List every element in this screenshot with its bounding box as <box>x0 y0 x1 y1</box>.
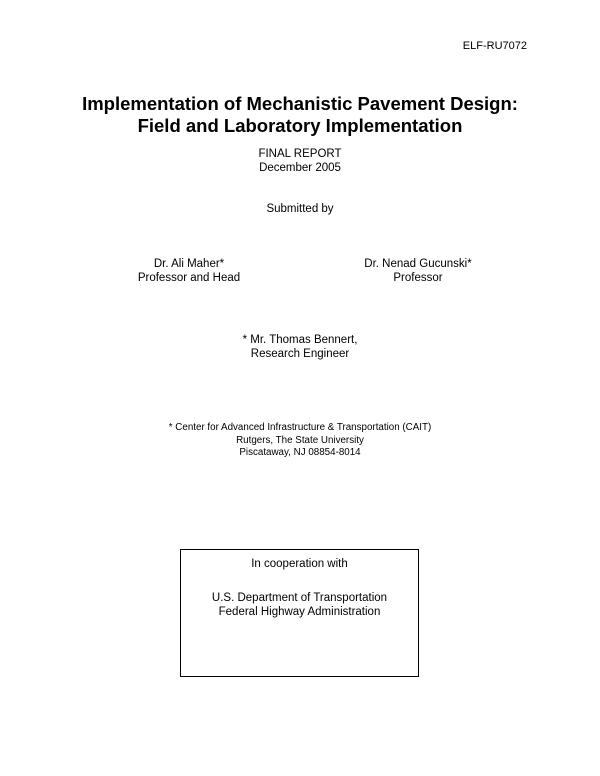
author-name: Dr. Nenad Gucunski* <box>364 258 472 270</box>
report-title <box>0 93 600 137</box>
author-name: * Mr. Thomas Bennert, <box>242 334 358 346</box>
title-line-2: Field and Laboratory Implementation <box>137 115 463 136</box>
author-title: Research Engineer <box>250 348 350 360</box>
author-name: Dr. Ali Maher* <box>153 258 225 270</box>
author-title: Professor and Head <box>137 272 241 284</box>
author-bennert <box>0 333 600 361</box>
author-maher <box>79 257 299 285</box>
affiliation-line-2: Rutgers, The State University <box>236 434 364 446</box>
author-gucunski <box>308 257 528 285</box>
submitted-by: Submitted by <box>266 203 334 215</box>
report-meta <box>0 147 600 175</box>
author-title: Professor <box>393 272 443 284</box>
report-date: December 2005 <box>259 162 341 174</box>
affiliation <box>0 422 600 460</box>
report-type: FINAL REPORT <box>258 148 342 160</box>
cooperation-line-2: Federal Highway Administration <box>218 606 381 618</box>
cooperation-line-1: U.S. Department of Transportation <box>211 592 388 604</box>
affiliation-line-3: Piscataway, NJ 08854-8014 <box>239 447 361 458</box>
cooperation-heading: In cooperation with <box>251 558 348 570</box>
report-id: ELF-RU7072 <box>462 40 527 52</box>
cooperation-box <box>180 549 419 677</box>
affiliation-line-1: * Center for Advanced Infrastructure & Transportation (CAIT) <box>168 422 432 433</box>
title-line-1: Implementation of Mechanistic Pavement Design: <box>82 93 518 114</box>
